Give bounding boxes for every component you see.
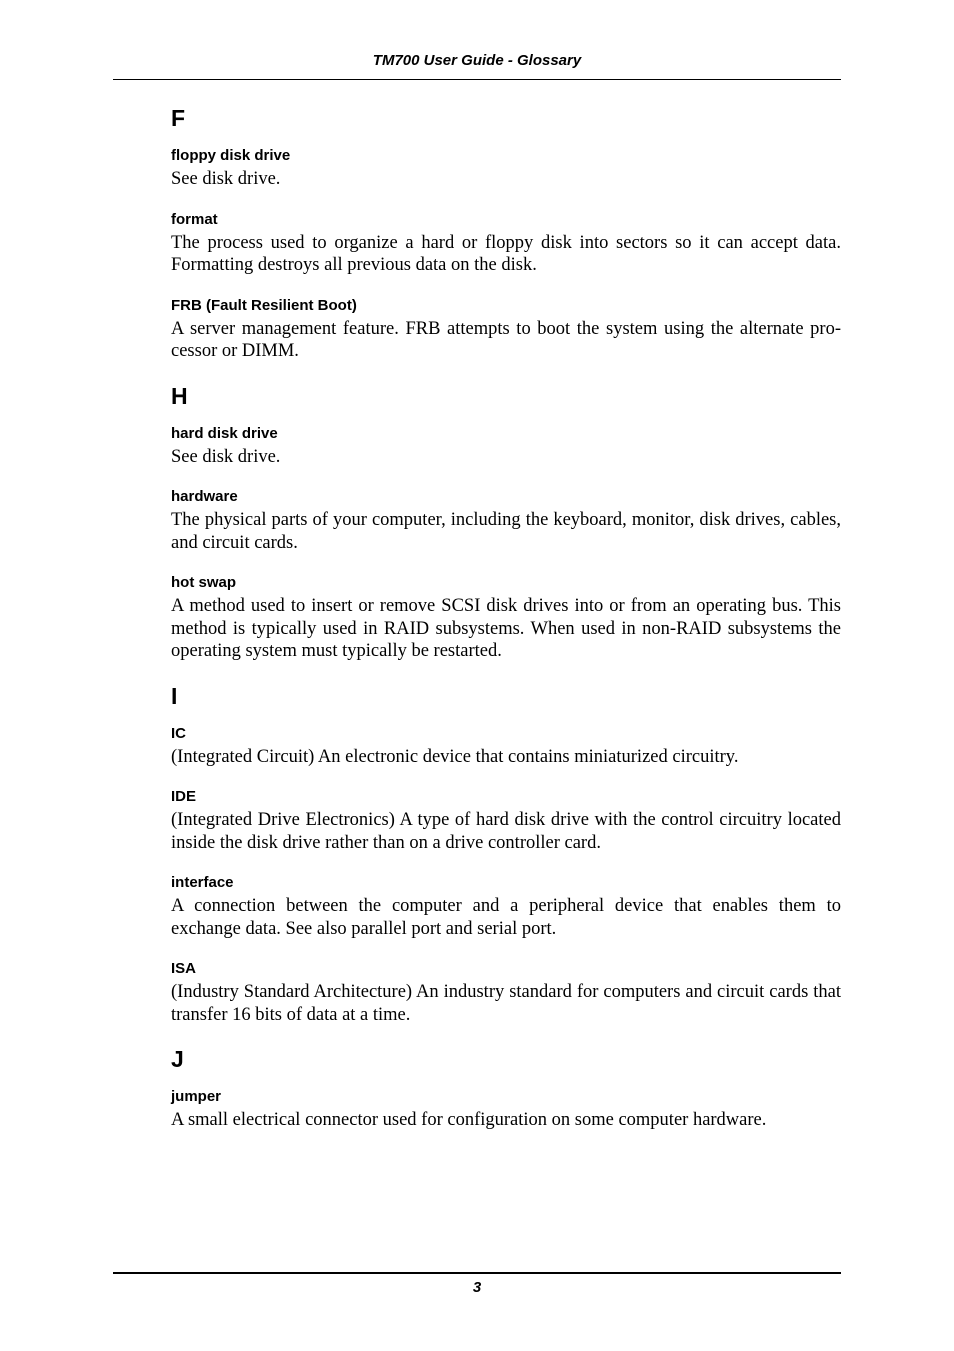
section-letter: F xyxy=(171,105,186,131)
glossary-entry xyxy=(171,787,841,854)
section-letter: H xyxy=(171,382,188,409)
glossary-entry xyxy=(171,487,841,554)
glossary-entry xyxy=(171,146,841,191)
glossary-section-f xyxy=(171,104,841,363)
glossary-definition: (Industry Standard Architecture) An industry standard for computers and circuit cards that transfer 16 bits of data at a time. xyxy=(171,982,841,1025)
glossary-term: IDE xyxy=(171,788,197,805)
glossary-entry xyxy=(171,424,841,469)
header-divider xyxy=(113,79,841,80)
section-letter: J xyxy=(171,1046,184,1072)
glossary-definition: (Integrated Drive Electronics) A type of hard disk drive with the control circuitry located inside the disk drive rather than on a drive controller card. xyxy=(171,810,841,853)
glossary-definition: (Integrated Circuit) An electronic device that contains miniaturized circuitry. xyxy=(171,746,739,767)
glossary-entry xyxy=(171,1087,841,1132)
glossary-definition: See disk drive. xyxy=(171,169,281,189)
glossary-term: jumper xyxy=(171,1088,222,1105)
glossary-definition: A connection between the computer and a peripheral device that enables them to exchange data. See also parallel port and serial port. xyxy=(171,896,841,939)
glossary-definition: A method used to insert or remove SCSI disk drives into or from an operating bus. This method is typically used in RAID subsystems. When used in non-RAID subsystems the operating system must typically be restarted. xyxy=(171,596,841,661)
page-header-title: TM700 User Guide - Glossary xyxy=(372,52,582,69)
footer-divider xyxy=(113,1272,841,1274)
glossary-term: hard disk drive xyxy=(171,424,278,442)
section-letter: I xyxy=(171,682,178,709)
page-number: 3 xyxy=(472,1279,482,1296)
glossary-term: format xyxy=(171,210,218,228)
glossary-entry xyxy=(171,724,841,769)
glossary-definition: A server management feature. FRB attempts to boot the system using the alternate pro-cessor or DIMM. xyxy=(171,318,841,361)
glossary-term: floppy disk drive xyxy=(171,147,291,164)
glossary-entry xyxy=(171,296,841,363)
glossary-definition: The process used to organize a hard or floppy disk into sectors so it can accept data. Formatting destroys all previous data on the disk. xyxy=(171,232,841,275)
glossary-entry xyxy=(171,873,841,940)
glossary-section-i xyxy=(171,682,841,1027)
glossary-content xyxy=(171,104,841,1151)
glossary-term: hardware xyxy=(171,488,238,505)
glossary-term: hot swap xyxy=(171,574,237,591)
glossary-term: IC xyxy=(171,724,186,742)
glossary-definition: The physical parts of your computer, including the keyboard, monitor, disk drives, cables, and circuit cards. xyxy=(171,510,841,553)
glossary-section-j xyxy=(171,1045,841,1132)
glossary-section-h xyxy=(171,382,841,663)
glossary-entry xyxy=(171,210,841,277)
glossary-term: FRB (Fault Resilient Boot) xyxy=(171,296,357,314)
glossary-entry xyxy=(171,959,841,1026)
glossary-term: interface xyxy=(171,874,234,891)
glossary-term: ISA xyxy=(171,960,197,977)
glossary-definition: See disk drive. xyxy=(171,446,281,467)
glossary-entry xyxy=(171,573,841,663)
glossary-definition: A small electrical connector used for configuration on some computer hardware. xyxy=(171,1110,767,1130)
